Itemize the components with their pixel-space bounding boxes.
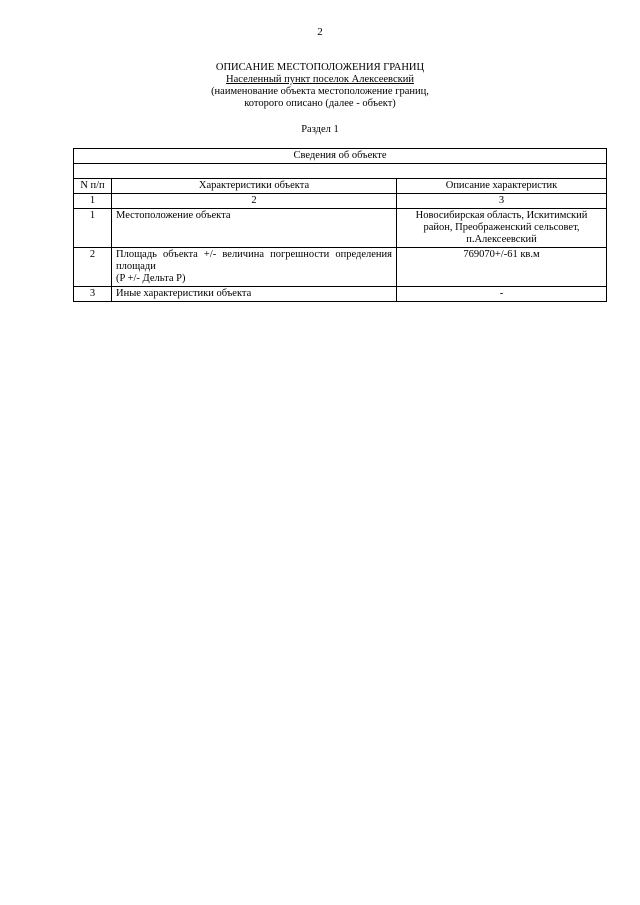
characteristic-line: Площадь объекта +/- величина погрешности определения площади bbox=[116, 249, 392, 272]
header-characteristic: Характеристики объекта bbox=[112, 179, 397, 194]
table-caption: Сведения об объекте bbox=[74, 149, 607, 164]
row-number: 2 bbox=[74, 248, 112, 287]
table-row bbox=[74, 287, 607, 302]
object-note-line-1: (наименование объекта местоположение границ, bbox=[211, 86, 429, 97]
row-description: 769070+/-61 кв.м bbox=[397, 248, 607, 287]
description-line: Новосибирская область, Искитимский bbox=[415, 210, 588, 221]
page-number: 2 bbox=[317, 26, 323, 38]
table-spacer-row bbox=[74, 164, 607, 179]
row-characteristic: Местоположение объекта bbox=[112, 209, 397, 248]
row-description: - bbox=[397, 287, 607, 302]
row-characteristic bbox=[112, 248, 397, 287]
header-number: N п/п bbox=[74, 179, 112, 194]
document-header bbox=[0, 62, 640, 110]
column-number-row bbox=[74, 194, 607, 209]
description-line: район, Преображенский сельсовет, bbox=[423, 222, 580, 233]
column-number-3: 3 bbox=[397, 194, 607, 209]
object-info-table bbox=[73, 148, 607, 302]
header-description: Описание характеристик bbox=[397, 179, 607, 194]
row-description bbox=[397, 209, 607, 248]
characteristic-line: (P +/- Дельта P) bbox=[116, 273, 186, 284]
column-number-2: 2 bbox=[112, 194, 397, 209]
table-row bbox=[74, 248, 607, 287]
table-header-row bbox=[74, 179, 607, 194]
document-title: ОПИСАНИЕ МЕСТОПОЛОЖЕНИЯ ГРАНИЦ bbox=[215, 62, 425, 73]
description-line: п.Алексеевский bbox=[466, 234, 537, 245]
object-note-line-2: которого описано (далее - объект) bbox=[244, 98, 396, 109]
section-title: Раздел 1 bbox=[301, 124, 339, 135]
column-number-1: 1 bbox=[74, 194, 112, 209]
object-name: Населенный пункт поселок Алексеевский bbox=[226, 74, 414, 85]
table-row bbox=[74, 209, 607, 248]
row-number: 3 bbox=[74, 287, 112, 302]
row-characteristic: Иные характеристики объекта bbox=[112, 287, 397, 302]
row-number: 1 bbox=[74, 209, 112, 248]
